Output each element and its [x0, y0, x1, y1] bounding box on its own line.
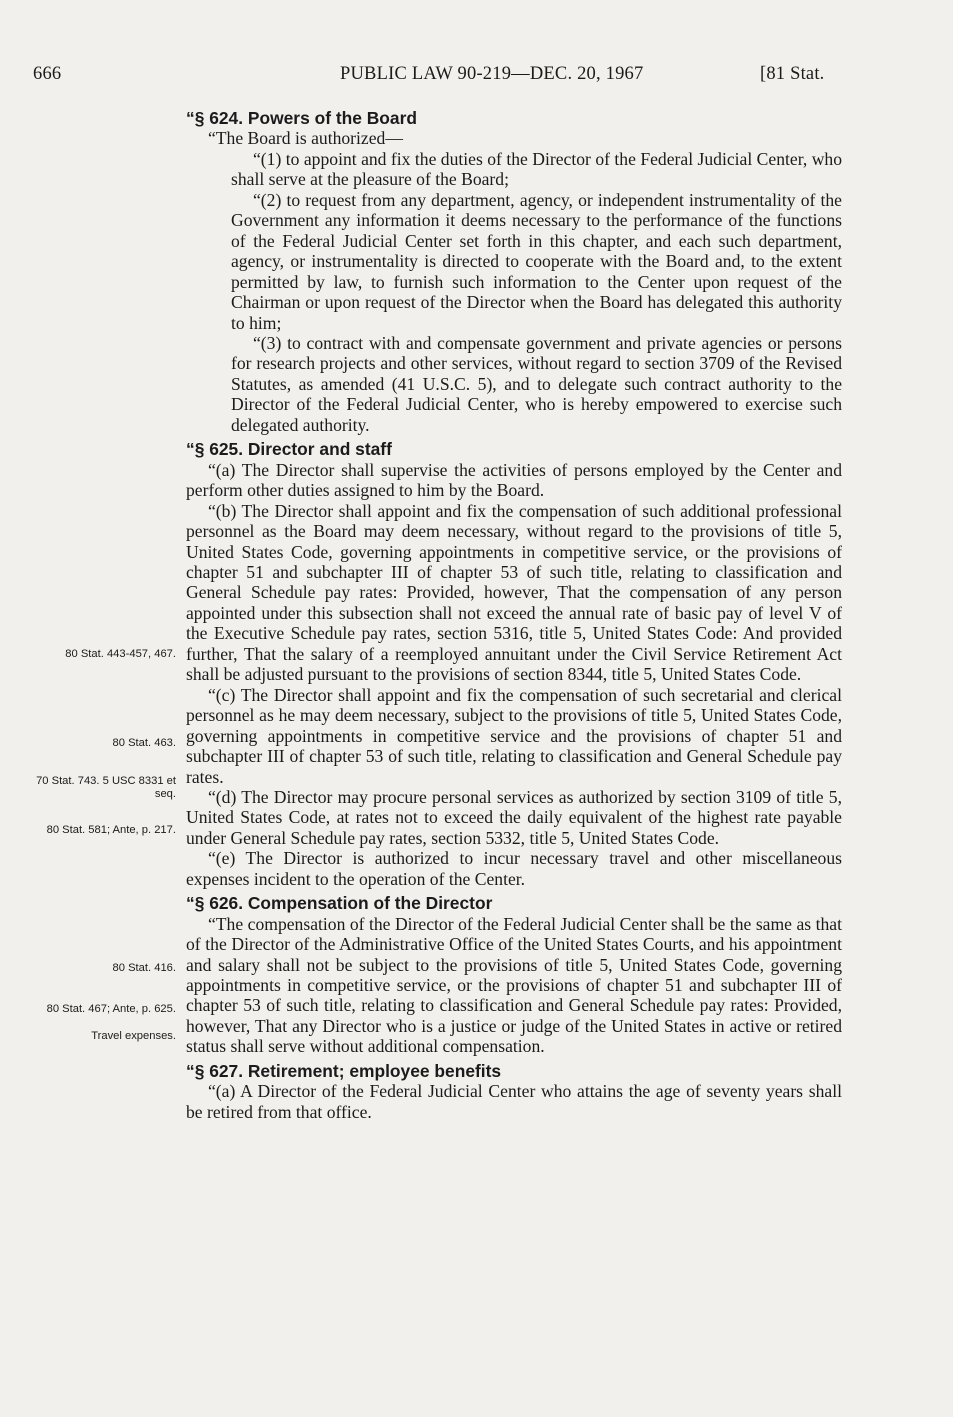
paragraph: “The compensation of the Director of the Federal Judicial Center shall be the same as that of the Director of the Administrative Office of the United States Courts, and his appointment and salary shall not be subject to the provisions of title 5, United States Code, governing appointments in competitive service, or the provisions of chapter 51 and subchapter III of chapter 53 of such title, relating to classification and General Schedule pay rates: Provided, however, That any Director who is a justice or judge of the United States in active or retired status shall serve without additional compensation. [186, 913, 842, 1057]
paragraph: “(2) to request from any department, agency, or independent instrumentality of the Government any information it deems necessary to the performance of the functions of the Federal Judicial Center set forth in this chapter, and each such department, agency, or instrumentality is directed to cooperate with the Board and, to the extent permitted by law, to furnish such information to the Center upon request of the Chairman or upon request of the Director when the Board has delegated this authority to him; [231, 189, 842, 333]
margin-note: 80 Stat. 581; Ante, p. 217. [46, 824, 176, 836]
body-text [186, 108, 842, 1122]
paragraph: “(d) The Director may procure personal services as authorized by section 3109 of title 5, United States Code, at rates not to exceed the daily equivalent of the highest rate payable under General Schedule pay rates, section 5332, title 5, United States Code. [186, 786, 842, 848]
margin-note: 80 Stat. 443-457, 467. [65, 648, 176, 660]
margin-note: 80 Stat. 416. [112, 962, 176, 974]
page-number: 666 [33, 64, 62, 84]
paragraph: “(b) The Director shall appoint and fix the compensation of such additional professional personnel as the Board may deem necessary, without regard to the provisions of title 5, United States Code, governing appointments in competitive service, or the provisions of chapter 51 and subchapter III of chapter 53 of such title, relating to classification and General Schedule pay rates: Provided, however, That the compensation of any person appointed under this subsection shall not exceed the annual rate of basic pay of level V of the Executive Schedule pay rates, section 5316, title 5, United States Code: And provided further, That the salary of a reemployed annuitant under the Civil Service Retirement Act shall be adjusted pursuant to the provisions of section 8344, title 5, United States Code. [186, 500, 842, 685]
margin-note: 80 Stat. 463. [112, 737, 176, 749]
paragraph: “(c) The Director shall appoint and fix the compensation of such secretarial and clerical personnel as he may deem necessary, subject to the provisions of title 5, United States Code, governing appointments in competitive service and the provisions of chapter 51 and subchapter III of chapter 53 of such title, relating to classification and General Schedule pay rates. [186, 684, 842, 787]
paragraph: “(e) The Director is authorized to incur necessary travel and other miscellaneous expenses incident to the operation of the Center. [186, 848, 842, 889]
statute-reference: [81 Stat. [760, 64, 825, 84]
paragraph: “The Board is authorized— [208, 128, 403, 149]
paragraph: “(a) The Director shall supervise the activities of persons employed by the Center and perform other duties assigned to him by the Board. [186, 459, 842, 501]
running-title: PUBLIC LAW 90-219—DEC. 20, 1967 [340, 64, 644, 84]
paragraph: “(a) A Director of the Federal Judicial Center who attains the age of seventy years shall be retired from that office. [186, 1081, 842, 1122]
paragraph: “(1) to appoint and fix the duties of the Director of the Federal Judicial Center, who shall serve at the pleasure of the Board; [231, 148, 842, 190]
section-heading-627: “§ 627. Retirement; employee benefits [186, 1060, 502, 1081]
margin-note: Travel expenses. [91, 1030, 176, 1042]
margin-note: 70 Stat. 743. 5 USC 8331 et seq. [36, 775, 176, 800]
section-heading-625: “§ 625. Director and staff [186, 439, 392, 460]
paragraph: “(3) to contract with and compensate government and private agencies or persons for research projects and other services, without regard to section 3709 of the Revised Statutes, as amended (41 U.S.C. 5), and to delegate such contract authority to the Director of the Federal Judicial Center, who is hereby empowered to exercise such delegated authority. [231, 332, 842, 435]
margin-note: 80 Stat. 467; Ante, p. 625. [46, 1003, 176, 1015]
section-heading-624: “§ 624. Powers of the Board [186, 108, 417, 128]
section-heading-626: “§ 626. Compensation of the Director [186, 893, 493, 914]
